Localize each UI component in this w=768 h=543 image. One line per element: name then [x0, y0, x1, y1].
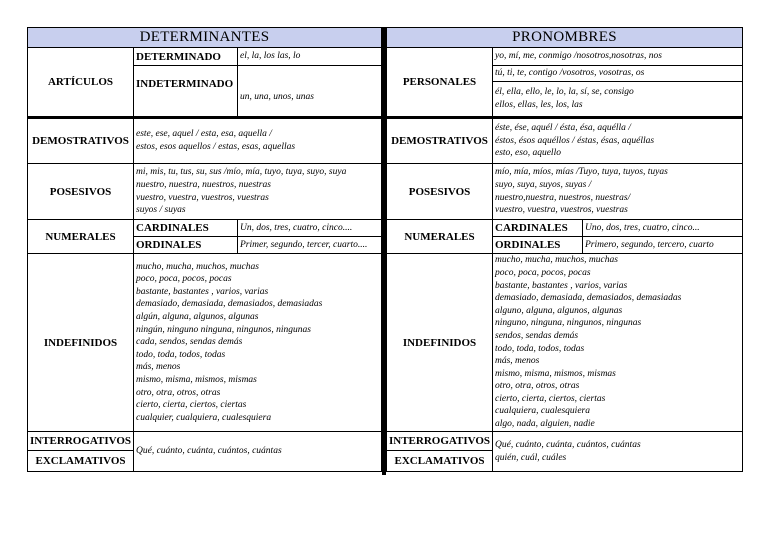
det-articulos-label: ARTÍCULOS: [28, 48, 134, 118]
text-line: él, ella, ello, le, lo, la, sí, se, consigo: [495, 87, 634, 98]
text-line: ninguno, ninguna, ningunos, ningunas: [495, 318, 642, 329]
text-line: vuestro, vuestra, vuestros, vuestras: [136, 192, 269, 203]
det-cardinales-value: Un, dos, tres, cuatro, cinco....: [238, 220, 382, 237]
det-posesivos-label: POSESIVOS: [28, 164, 134, 220]
text-line: sendos, sendas demás: [495, 330, 579, 341]
pro-interrogativos-label: INTERROGATIVOS: [387, 432, 493, 451]
text-line: algún, alguna, algunos, algunas: [136, 312, 259, 323]
det-cardinales-label: CARDINALES: [134, 220, 238, 237]
text-line: más, menos: [136, 362, 181, 373]
text-line: cada, sendos, sendas demás: [136, 337, 243, 348]
text-line: poco, poca, pocos, pocas: [136, 274, 232, 285]
det-numerales-label: NUMERALES: [28, 220, 134, 254]
text-line: mismo, misma, mismos, mismas: [495, 368, 616, 379]
text-line: demasiado, demasiada, demasiados, demasiadas: [495, 293, 682, 304]
pro-ordinales-label: ORDINALES: [493, 237, 583, 254]
text-line: cualquier, cualquiera, cualesquiera: [136, 412, 272, 423]
text-line: otro, otra, otros, otras: [495, 381, 580, 392]
text-line: ningún, ninguno ninguna, ningunos, ningunas: [136, 324, 311, 335]
text-line: éstos, ésos aquéllos / éstas, ésas, aquéllas: [495, 135, 655, 146]
text-line: nuestro, nuestra, nuestros, nuestras: [136, 179, 271, 190]
text-line: esto, eso, aquello: [495, 148, 561, 159]
text-line: demasiado, demasiada, demasiados, demasiadas: [136, 299, 323, 310]
pro-personales-line3: [493, 82, 743, 118]
pro-demostrativos-value: [493, 118, 743, 164]
det-indeterminado-value: un, una, unos, unas: [238, 66, 382, 118]
det-inter-excl-value: Qué, cuánto, cuánta, cuántos, cuántas: [134, 432, 382, 472]
pro-inter-excl-value: [493, 432, 743, 472]
text-line: mío, mía, míos, mías /Tuyo, tuya, tuyos, tuyas: [495, 167, 668, 178]
pro-demostrativos-label: DEMOSTRATIVOS: [387, 118, 493, 164]
text-line: todo, toda, todos, todas: [136, 349, 226, 360]
determinantes-title: DETERMINANTES: [28, 28, 382, 48]
pro-exclamativos-label: EXCLAMATIVOS: [387, 451, 493, 472]
text-line: mucho, mucha, muchos, muchas: [136, 261, 259, 272]
text-line: mi, mis, tu, tus, su, sus /mío, mía, tuyo, tuya, suyo, suya: [136, 167, 347, 178]
determinantes-table: [27, 27, 382, 472]
pro-personales-line1: yo, mí, me, conmigo /nosotros,nosotras, nos: [493, 48, 743, 66]
text-line: éste, ése, aquél / ésta, ésa, aquélla /: [495, 123, 631, 134]
pronombres-title: PRONOMBRES: [387, 28, 743, 48]
det-exclamativos-label: EXCLAMATIVOS: [28, 451, 134, 472]
text-line: todo, toda, todos, todas: [495, 343, 585, 354]
pro-posesivos-label: POSESIVOS: [387, 164, 493, 220]
pro-cardinales-value: Uno, dos, tres, cuatro, cinco...: [583, 220, 743, 237]
pro-cardinales-label: CARDINALES: [493, 220, 583, 237]
pronombres-table: [386, 27, 743, 472]
det-demostrativos-label: DEMOSTRATIVOS: [28, 118, 134, 164]
text-line: vuestro, vuestra, vuestros, vuestras: [495, 205, 628, 216]
text-line: poco, poca, pocos, pocas: [495, 267, 591, 278]
pro-ordinales-value: Primero, segundo, tercero, cuarto: [583, 237, 743, 254]
text-line: algo, nada, alguien, nadie: [495, 419, 595, 430]
det-indefinidos-label: INDEFINIDOS: [28, 254, 134, 432]
text-line: quién, cuál, cuáles: [495, 452, 567, 463]
det-posesivos-value: [134, 164, 382, 220]
text-line: Qué, cuánto, cuánta, cuántos, cuántas: [495, 439, 641, 450]
pro-personales-line2: tú, ti, te, contigo /vosotros, vosotras, os: [493, 66, 743, 82]
pro-personales-label: PERSONALES: [387, 48, 493, 118]
text-line: mismo, misma, mismos, mismas: [136, 374, 257, 385]
text-line: ellos, ellas, les, los, las: [495, 100, 583, 110]
pro-numerales-label: NUMERALES: [387, 220, 493, 254]
pro-posesivos-value: [493, 164, 743, 220]
text-line: suyos / suyas: [136, 205, 186, 216]
pro-indefinidos-value: [493, 254, 743, 432]
det-indeterminado-label: INDETERMINADO: [134, 66, 238, 118]
text-line: mucho, mucha, muchos, muchas: [495, 255, 618, 266]
det-indefinidos-value: [134, 254, 382, 432]
text-line: más, menos: [495, 356, 540, 367]
text-line: nuestro,nuestra, nuestros, nuestras/: [495, 192, 631, 203]
text-line: cierto, cierta, ciertos, ciertas: [136, 400, 247, 411]
det-demostrativos-value: [134, 118, 382, 164]
text-line: cualquiera, cualesquiera: [495, 406, 590, 417]
det-ordinales-label: ORDINALES: [134, 237, 238, 254]
text-line: bastante, bastantes , varios, varias: [136, 286, 269, 297]
text-line: suyo, suya, suyos, suyas /: [495, 179, 592, 190]
text-line: bastante, bastantes , varios, varias: [495, 280, 628, 291]
det-determinado-value: el, la, los las, lo: [238, 48, 382, 66]
det-ordinales-value: Primer, segundo, tercer, cuarto....: [238, 237, 382, 254]
text-line: alguno, alguna, algunos, algunas: [495, 305, 623, 316]
text-line: este, ese, aquel / esta, esa, aquella /: [136, 129, 272, 140]
text-line: otro, otra, otros, otras: [136, 387, 221, 398]
text-line: estos, esos aquellos / estas, esas, aquellas: [136, 142, 296, 152]
det-determinado-label: DETERMINADO: [134, 48, 238, 66]
pro-indefinidos-label: INDEFINIDOS: [387, 254, 493, 432]
text-line: cierto, cierta, ciertos, ciertas: [495, 393, 606, 404]
det-interrogativos-label: INTERROGATIVOS: [28, 432, 134, 451]
